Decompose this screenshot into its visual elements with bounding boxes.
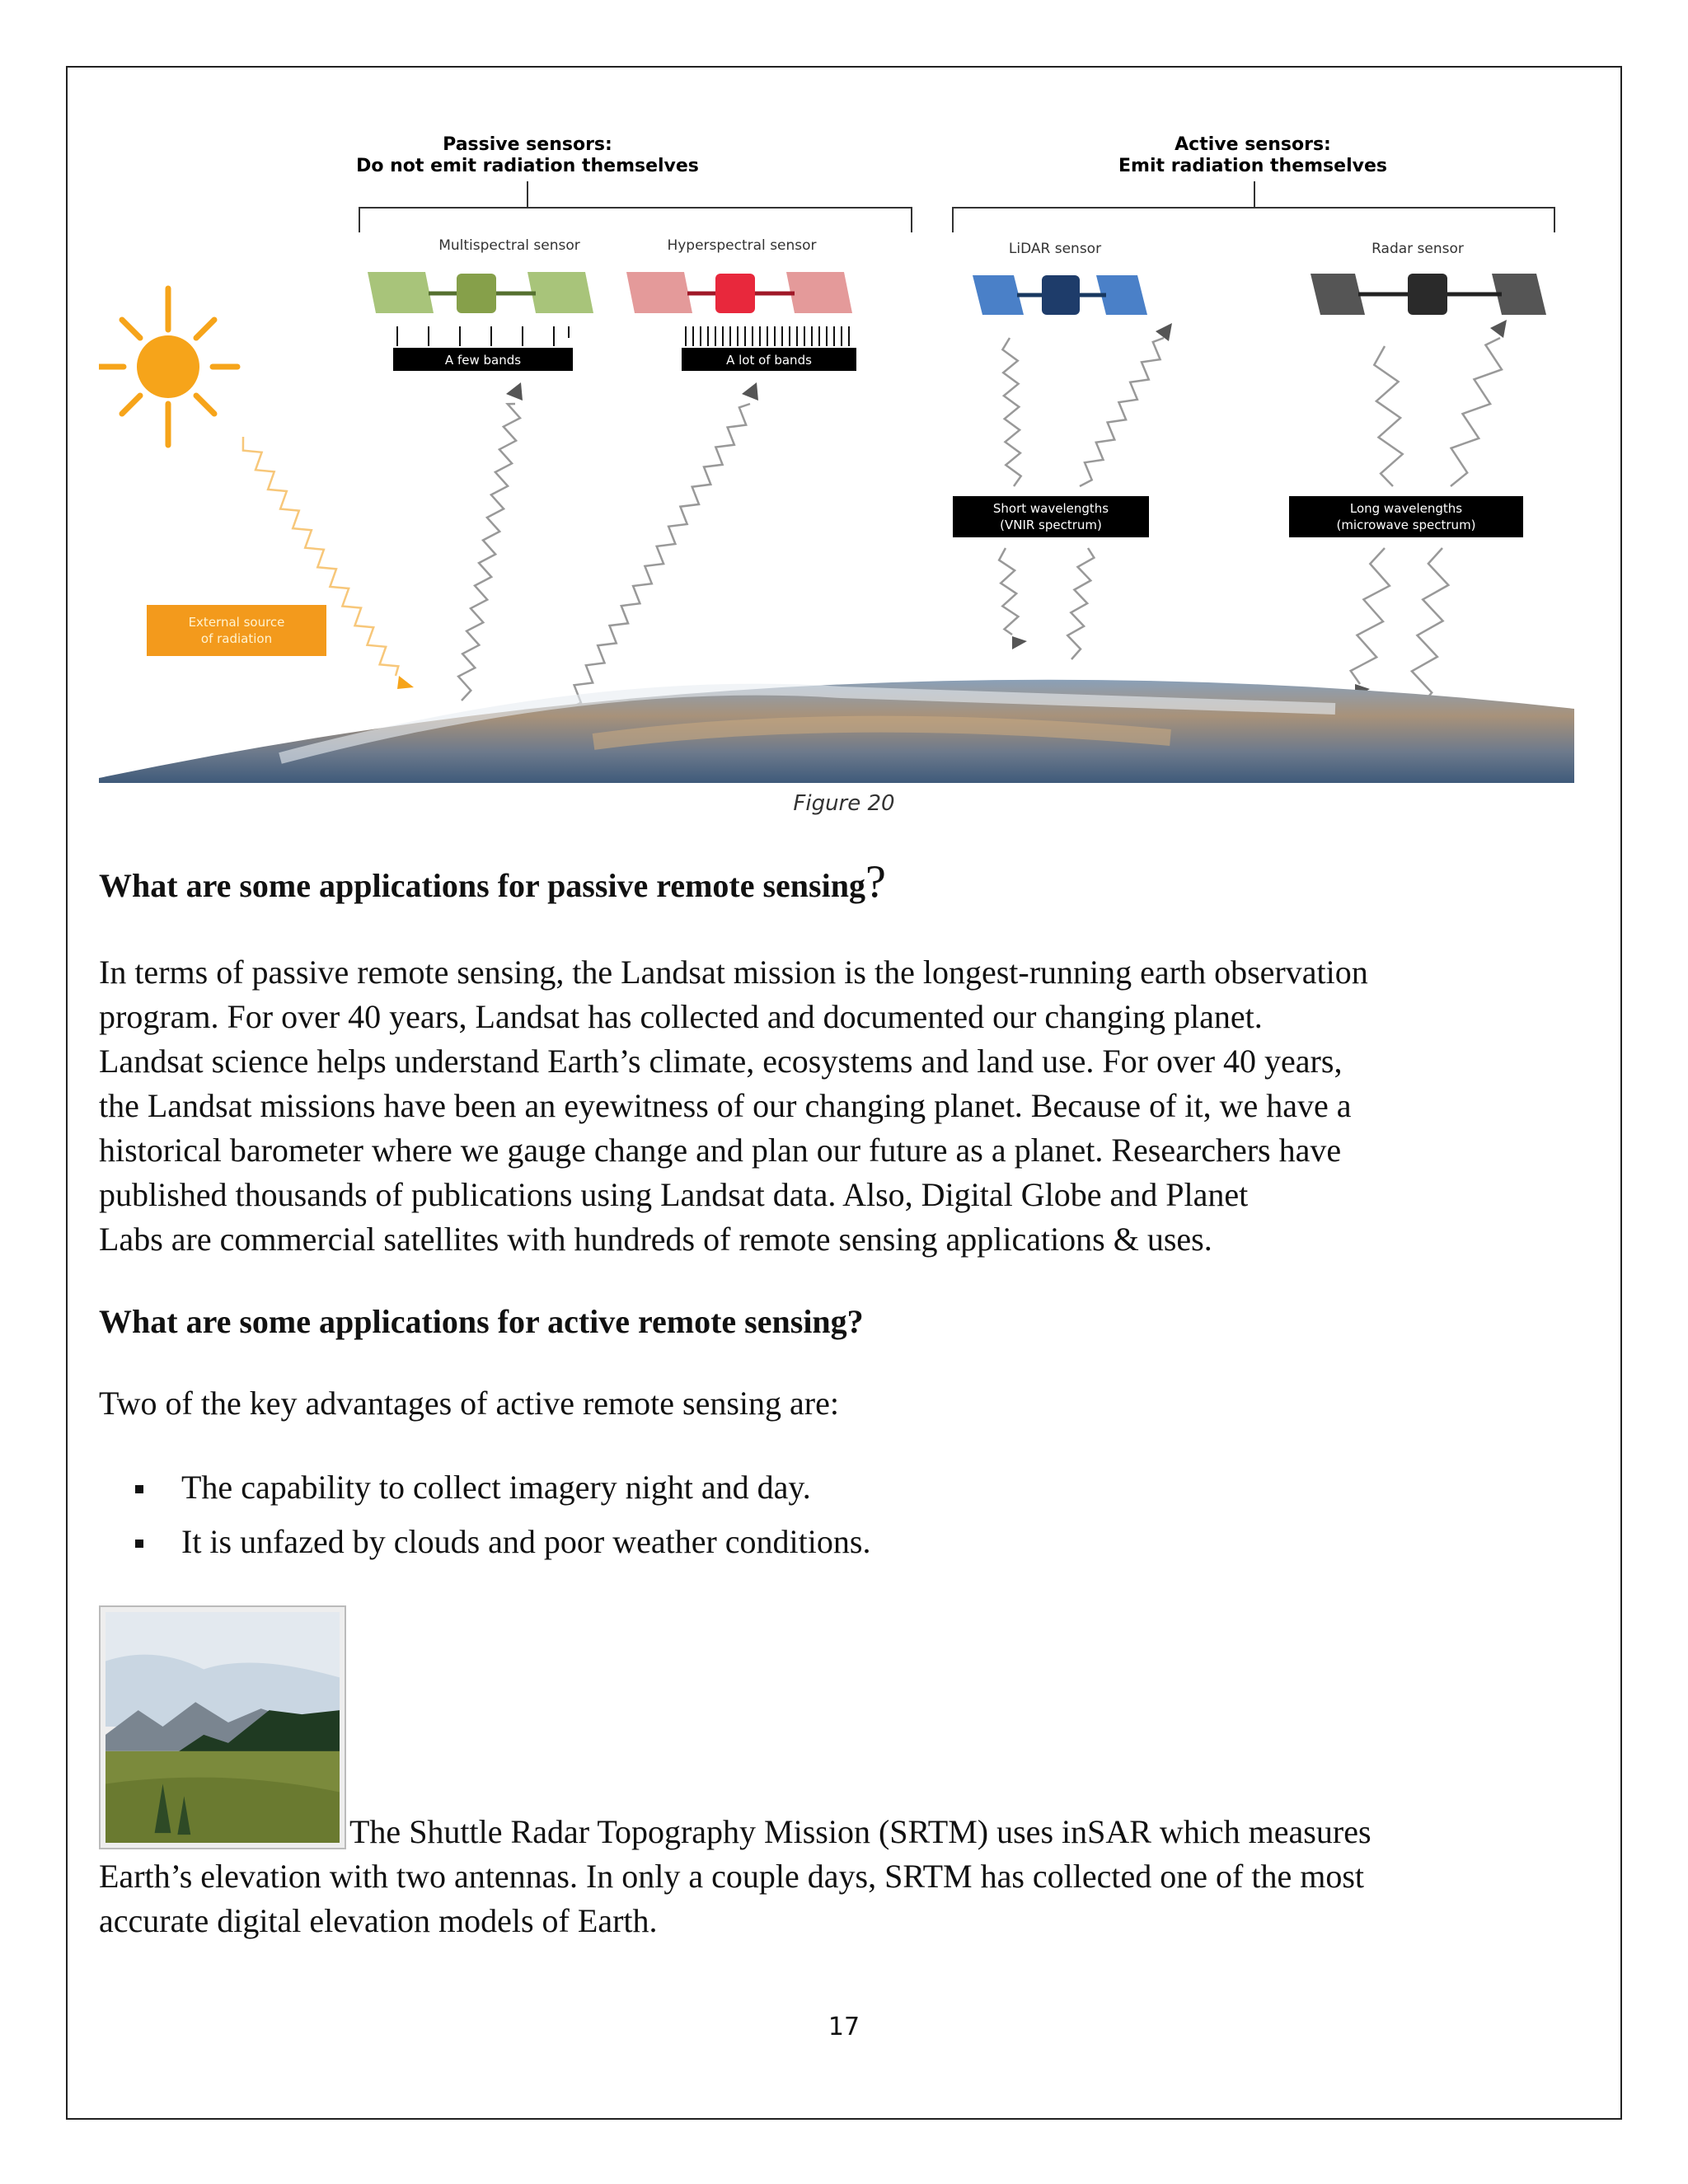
paragraph-line: The Shuttle Radar Topography Mission (SRTM) uses inSAR which measures xyxy=(349,1813,1372,1850)
active-subtitle: Emit radiation themselves xyxy=(1118,156,1387,176)
external-source-box xyxy=(147,605,326,656)
short-wavelength-line2: (VNIR spectrum) xyxy=(1000,518,1102,532)
wave xyxy=(1080,338,1164,486)
few-bands-label: A few bands xyxy=(444,353,522,368)
paragraph-line: published thousands of publications using Landsat data. Also, Digital Globe and Planet xyxy=(99,1176,1249,1213)
lidar-label: LiDAR sensor xyxy=(1008,241,1102,257)
paragraph-line: Landsat science helps understand Earth’s climate, ecosystems and land use. For over 40 years, xyxy=(99,1043,1343,1080)
page-number: 17 xyxy=(828,2013,860,2041)
wave xyxy=(1451,338,1502,486)
wave xyxy=(1412,548,1448,709)
active-title: Active sensors: xyxy=(1175,134,1331,155)
lot-of-bands-ticks xyxy=(686,326,849,346)
wave xyxy=(999,548,1018,635)
passive-heading-question: ? xyxy=(865,856,886,907)
external-source-line2: of radiation xyxy=(200,631,273,646)
paragraph-line: In terms of passive remote sensing, the Landsat mission is the longest-running earth observation xyxy=(99,954,1368,991)
wave xyxy=(569,404,750,709)
passive-title: Passive sensors: xyxy=(443,134,612,155)
list-item: It is unfazed by clouds and poor weather conditions. xyxy=(99,1515,870,1569)
long-wavelength-line2: (microwave spectrum) xyxy=(1336,518,1476,532)
active-bracket xyxy=(953,181,1554,232)
few-bands-ticks xyxy=(397,326,569,346)
wave xyxy=(1067,548,1094,659)
paragraph-line: program. For over 40 years, Landsat has collected and documented our changing planet. xyxy=(99,998,1263,1035)
paragraph-line: the Landsat missions have been an eyewitness of our changing planet. Because of it, we have a xyxy=(99,1087,1352,1124)
lidar-satellite-icon xyxy=(973,275,1147,315)
sun-icon xyxy=(99,288,237,445)
list-item: The capability to collect imagery night and day. xyxy=(99,1460,870,1515)
wave xyxy=(1002,338,1020,486)
srtm-paragraph xyxy=(99,1810,1607,1943)
wave xyxy=(1351,548,1390,684)
lot-bands-label: A lot of bands xyxy=(726,353,812,368)
hyperspectral-label: Hyperspectral sensor xyxy=(667,237,817,254)
active-applications-heading: What are some applications for active remote sensing? xyxy=(99,1303,864,1340)
paragraph-line: Earth’s elevation with two antennas. In only a couple days, SRTM has collected one of the most xyxy=(99,1858,1365,1895)
multispectral-label: Multispectral sensor xyxy=(438,237,580,254)
passive-subtitle: Do not emit radiation themselves xyxy=(356,156,699,176)
active-intro xyxy=(99,1381,1599,1426)
radar-satellite-icon xyxy=(1311,274,1546,315)
multispectral-satellite-icon xyxy=(368,272,593,313)
external-source-line1: External source xyxy=(188,615,285,630)
radar-label: Radar sensor xyxy=(1372,241,1464,257)
paragraph-line: historical barometer where we gauge change and plan our future as a planet. Researchers have xyxy=(99,1132,1342,1169)
landsat-paragraph xyxy=(99,950,1599,1262)
advantages-list xyxy=(99,1460,870,1569)
wave xyxy=(458,404,520,701)
long-wavelength-line1: Long wavelengths xyxy=(1349,501,1463,516)
paragraph-line: accurate digital elevation models of Earth. xyxy=(99,1902,658,1939)
wave xyxy=(1374,346,1402,486)
hyperspectral-satellite-icon xyxy=(626,272,852,313)
short-wavelength-line1: Short wavelengths xyxy=(992,501,1109,516)
paragraph-line: Labs are commercial satellites with hundreds of remote sensing applications & uses. xyxy=(99,1221,1212,1258)
figure-caption: Figure 20 xyxy=(793,791,895,816)
active-intro-text: Two of the key advantages of active remote sensing are: xyxy=(99,1385,839,1422)
passive-applications-heading xyxy=(99,855,886,908)
passive-bracket xyxy=(359,181,912,232)
passive-heading-text: What are some applications for passive remote sensing xyxy=(99,867,865,904)
remote-sensing-figure xyxy=(99,132,1574,783)
